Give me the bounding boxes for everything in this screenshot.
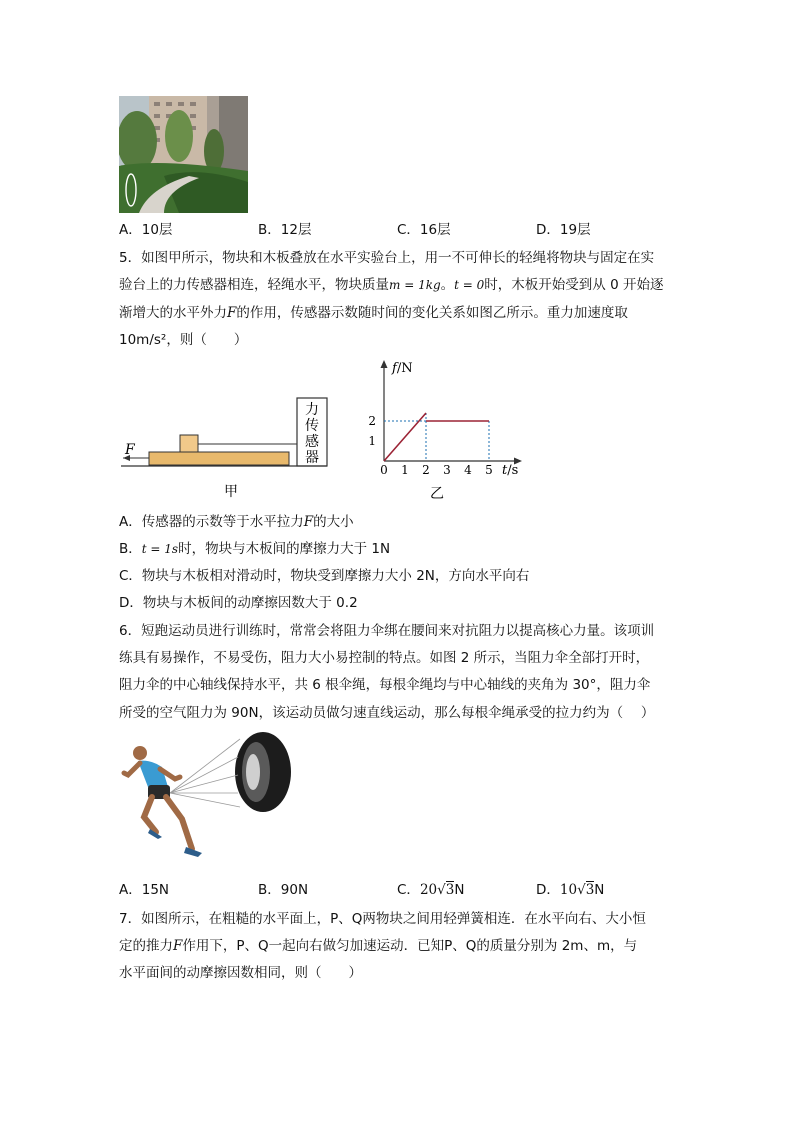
q6-opt-c-unit: N bbox=[454, 882, 465, 898]
q6-runner-parachute-photo bbox=[120, 727, 295, 867]
q6-stem-line1: 6．短跑运动员进行训练时，常常会将阻力伞绑在腰间来对抗阻力以提高核心力量。该项训 bbox=[119, 623, 655, 639]
x-tick-label: 3 bbox=[443, 463, 451, 477]
q5-option-a bbox=[119, 512, 354, 532]
q6-opt-d-radicand: 3 bbox=[585, 882, 595, 898]
q4-option-c: C．16层 bbox=[397, 222, 451, 238]
q5-line2-text: 验台上的力传感器相连，轻绳水平，物块质量 bbox=[119, 277, 389, 293]
q5-option-d: D．物块与木板间的动摩擦因数大于 0.2 bbox=[119, 595, 358, 611]
q6-option-a: A．15N bbox=[119, 882, 170, 898]
sqrt-icon: √ bbox=[437, 882, 446, 898]
figure-caption-jia: 甲 bbox=[224, 484, 238, 500]
sensor-char-1: 力 bbox=[305, 402, 319, 418]
friction-time-graph bbox=[362, 356, 532, 502]
q5-stem-line1: 5．如图甲所示，物块和木板叠放在水平实验台上，用一不可伸长的轻绳将物块与固定在实 bbox=[119, 250, 655, 266]
q5-line2-sep: 。 bbox=[440, 277, 455, 293]
y-tick-label: 1 bbox=[368, 434, 376, 448]
q7-line2-end: 作用下，P、Q一起向右做匀加速运动．已知P、Q的质量分别为 2m、m，与 bbox=[182, 938, 638, 954]
q7-line2-text: 定的推力 bbox=[119, 938, 173, 954]
x-tick-label: 4 bbox=[464, 463, 472, 477]
x-tick-label: 0 bbox=[380, 463, 388, 477]
wooden-board bbox=[149, 452, 289, 465]
q4-option-a: A．10层 bbox=[119, 222, 173, 238]
q5-opt-b-label: B． bbox=[119, 541, 142, 557]
q4-option-b: B．12层 bbox=[258, 222, 312, 238]
q7-stem-line1: 7．如图所示，在粗糙的水平面上，P、Q两物块之间用轻弹簧相连．在水平向右、大小恒 bbox=[119, 911, 646, 927]
y-axis-arrow bbox=[381, 360, 388, 368]
q6-opt-d-label: D． bbox=[536, 882, 560, 898]
q6-option-d bbox=[536, 880, 604, 900]
q6-stem-line4: 所受的空气阻力为 90N，该运动员做匀速直线运动，那么每根伞绳承受的拉力约为（ ） bbox=[119, 705, 655, 721]
q6-opt-c-label: C． bbox=[397, 882, 420, 898]
sensor-char-3: 感 bbox=[305, 434, 319, 450]
q5-stem-line3 bbox=[119, 303, 628, 323]
q5-mass: m = 1kg bbox=[389, 278, 441, 292]
q5-opt-b-text: 时，物块与木板间的摩擦力大于 1N bbox=[178, 541, 391, 557]
q5-figure-jia bbox=[115, 392, 335, 504]
q7-force-F: F bbox=[173, 938, 183, 954]
q7-stem-line3: 水平面间的动摩擦因数相同，则（ ） bbox=[119, 965, 362, 981]
q6-stem-line2: 练具有易操作，不易受伤，阻力大小易控制的特点。如图 2 所示，当阻力伞全部打开时， bbox=[119, 650, 650, 666]
q5-opt-a-F: F bbox=[303, 514, 314, 530]
q5-opt-a-text: A．传感器的示数等于水平拉力 bbox=[119, 514, 304, 530]
q5-option-b bbox=[119, 539, 390, 559]
x-tick-label: 5 bbox=[485, 463, 493, 477]
q5-stem-line2 bbox=[119, 275, 663, 295]
q6-opt-c-radicand: 3 bbox=[445, 882, 455, 898]
sensor-char-4: 器 bbox=[305, 450, 319, 466]
q4-option-d: D．19层 bbox=[536, 222, 591, 238]
q5-line3-text: 渐增大的水平外力 bbox=[119, 305, 227, 321]
q4-photo bbox=[119, 96, 248, 213]
sqrt-icon: √ bbox=[577, 882, 586, 898]
force-label-F: F bbox=[125, 442, 135, 458]
x-tick-label: 2 bbox=[422, 463, 430, 477]
q5-option-c: C．物块与木板相对滑动时，物块受到摩擦力大小 2N，方向水平向右 bbox=[119, 568, 530, 584]
series-rising-segment bbox=[384, 413, 426, 461]
q6-opt-d-coef: 10 bbox=[559, 882, 578, 898]
q6-opt-c-coef: 20 bbox=[419, 882, 438, 898]
q6-option-b: B．90N bbox=[258, 882, 309, 898]
q5-t0: t = 0 bbox=[454, 278, 485, 292]
q5-figure-yi bbox=[362, 356, 532, 502]
x-tick-label: 1 bbox=[401, 463, 409, 477]
q5-force-F: F bbox=[227, 305, 237, 321]
block bbox=[180, 435, 198, 452]
sensor-char-2: 传 bbox=[305, 418, 319, 434]
q5-opt-a-end: 的大小 bbox=[313, 514, 354, 530]
q6-opt-d-unit: N bbox=[594, 882, 605, 898]
y-axis-label: f/N bbox=[392, 361, 413, 376]
q5-stem-line4: 10m/s²，则（ ） bbox=[119, 332, 248, 348]
q6-option-c bbox=[397, 880, 464, 900]
q5-opt-b-t: t = 1s bbox=[141, 542, 179, 556]
y-tick-label: 2 bbox=[368, 414, 376, 428]
q7-stem-line2 bbox=[119, 936, 637, 956]
q6-stem-line3: 阻力伞的中心轴线保持水平，共 6 根伞绳，每根伞绳均与中心轴线的夹角为 30°，阻力伞 bbox=[119, 677, 651, 693]
q5-line2-end: 时，木板开始受到从 0 开始逐 bbox=[484, 277, 664, 293]
q5-line3-end: 的作用，传感器示数随时间的变化关系如图乙所示。重力加速度取 bbox=[236, 305, 628, 321]
x-axis-label: t/s bbox=[502, 463, 519, 478]
figure-caption-yi: 乙 bbox=[430, 486, 444, 502]
